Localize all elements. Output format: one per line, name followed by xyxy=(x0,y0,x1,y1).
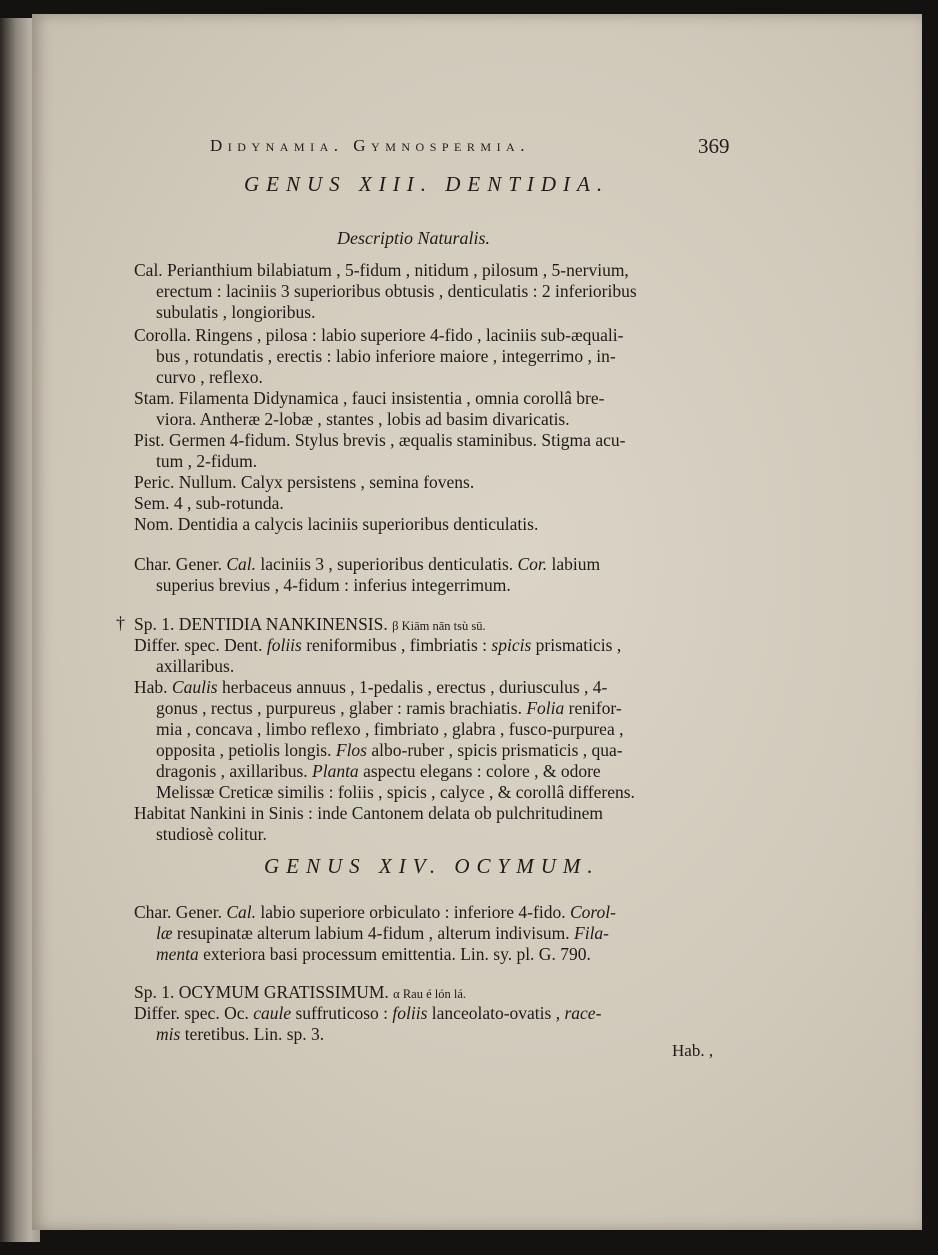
desc-line: Stam. Filamenta Didynamica , fauci insistentia , omnia corollâ bre- xyxy=(134,388,605,408)
hab-line: opposita , petiolis longis. Flos albo-ruber , spicis prismaticis , qua- xyxy=(156,740,623,760)
desc-line: subulatis , longioribus. xyxy=(156,302,316,322)
desc-line: curvo , reflexo. xyxy=(156,367,263,387)
species-heading: Sp. 1. OCYMUM GRATISSIMUM. α Rau é lón lá. xyxy=(134,982,467,1002)
char-gener-line: menta exteriora basi processum emittentia. Lin. sy. pl. G. 790. xyxy=(156,944,591,964)
hab-line: mia , concava , limbo reflexo , fimbriato , glabra , fusco-purpurea , xyxy=(156,719,624,739)
vernacular-name: β Kiām nān tsù sū. xyxy=(392,619,486,633)
desc-line: Cal. Perianthium bilabiatum , 5-fidum , nitidum , pilosum , 5-nervium, xyxy=(134,260,629,280)
running-head: Didynamia. Gymnospermia. xyxy=(210,136,530,155)
genus-xiv-title: GENUS XIV. OCYMUM. xyxy=(264,854,600,878)
differ-line: Differ. spec. Dent. foliis reniformibus , fimbriatis : spicis prismaticis , xyxy=(134,635,622,655)
desc-line: Corolla. Ringens , pilosa : labio superiore 4-fido , laciniis sub-æquali- xyxy=(134,325,624,345)
hab-line: dragonis , axillaribus. Planta aspectu elegans : colore , & odore xyxy=(156,761,601,781)
hab-line: Melissæ Creticæ similis : foliis , spicis , calyce , & corollâ differens. xyxy=(156,782,635,802)
desc-line: Peric. Nullum. Calyx persistens , semina fovens. xyxy=(134,472,475,492)
hab-line: gonus , rectus , purpureus , glaber : ramis brachiatis. Folia renifor- xyxy=(156,698,622,718)
desc-line: viora. Antheræ 2-lobæ , stantes , lobis ad basim divaricatis. xyxy=(156,409,570,429)
habitat-line: Habitat Nankini in Sinis : inde Cantonem delata ob pulchritudinem xyxy=(134,803,604,823)
desc-line: bus , rotundatis , erectis : labio inferiore maiore , integerrimo , in- xyxy=(156,346,616,366)
char-gener-line: superius brevius , 4-fidum : inferius integerrimum. xyxy=(156,575,511,595)
desc-line: erectum : laciniis 3 superioribus obtusis , denticulatis : 2 inferioribus xyxy=(156,281,637,301)
desc-line: Nom. Dentidia a calycis laciniis superioribus denticulatis. xyxy=(134,514,539,534)
char-gener-line: læ resupinatæ alterum labium 4-fidum , alterum indivisum. Fila- xyxy=(156,923,610,943)
descriptio-heading: Descriptio Naturalis. xyxy=(337,228,491,248)
genus-xiii-title: GENUS XIII. DENTIDIA. xyxy=(244,172,610,196)
species-heading: Sp. 1. DENTIDIA NANKINENSIS. β Kiām nān tsù sū. xyxy=(134,614,486,634)
catchword: Hab. , xyxy=(672,1041,714,1060)
vernacular-name: α Rau é lón lá. xyxy=(393,987,467,1001)
habitat-line: studiosè colitur. xyxy=(156,824,267,844)
hab-line: Hab. Caulis herbaceus annuus , 1-pedalis , erectus , duriusculus , 4- xyxy=(134,677,608,697)
differ-line: Differ. spec. Oc. caule suffruticoso : foliis lanceolato-ovatis , race- xyxy=(134,1003,602,1023)
char-gener-line: Char. Gener. Cal. laciniis 3 , superioribus denticulatis. Cor. labium xyxy=(134,554,601,574)
differ-line: axillaribus. xyxy=(156,656,235,676)
dagger-mark: † xyxy=(116,613,125,633)
desc-line: tum , 2-fidum. xyxy=(156,451,258,471)
desc-line: Pist. Germen 4-fidum. Stylus brevis , æqualis staminibus. Stigma acu- xyxy=(134,430,626,450)
book-page xyxy=(32,14,922,1230)
desc-line: Sem. 4 , sub-rotunda. xyxy=(134,493,284,513)
differ-line: mis teretibus. Lin. sp. 3. xyxy=(156,1024,325,1044)
page-number: 369 xyxy=(698,134,730,158)
char-gener-line: Char. Gener. Cal. labio superiore orbiculato : inferiore 4-fido. Corol- xyxy=(134,902,616,922)
